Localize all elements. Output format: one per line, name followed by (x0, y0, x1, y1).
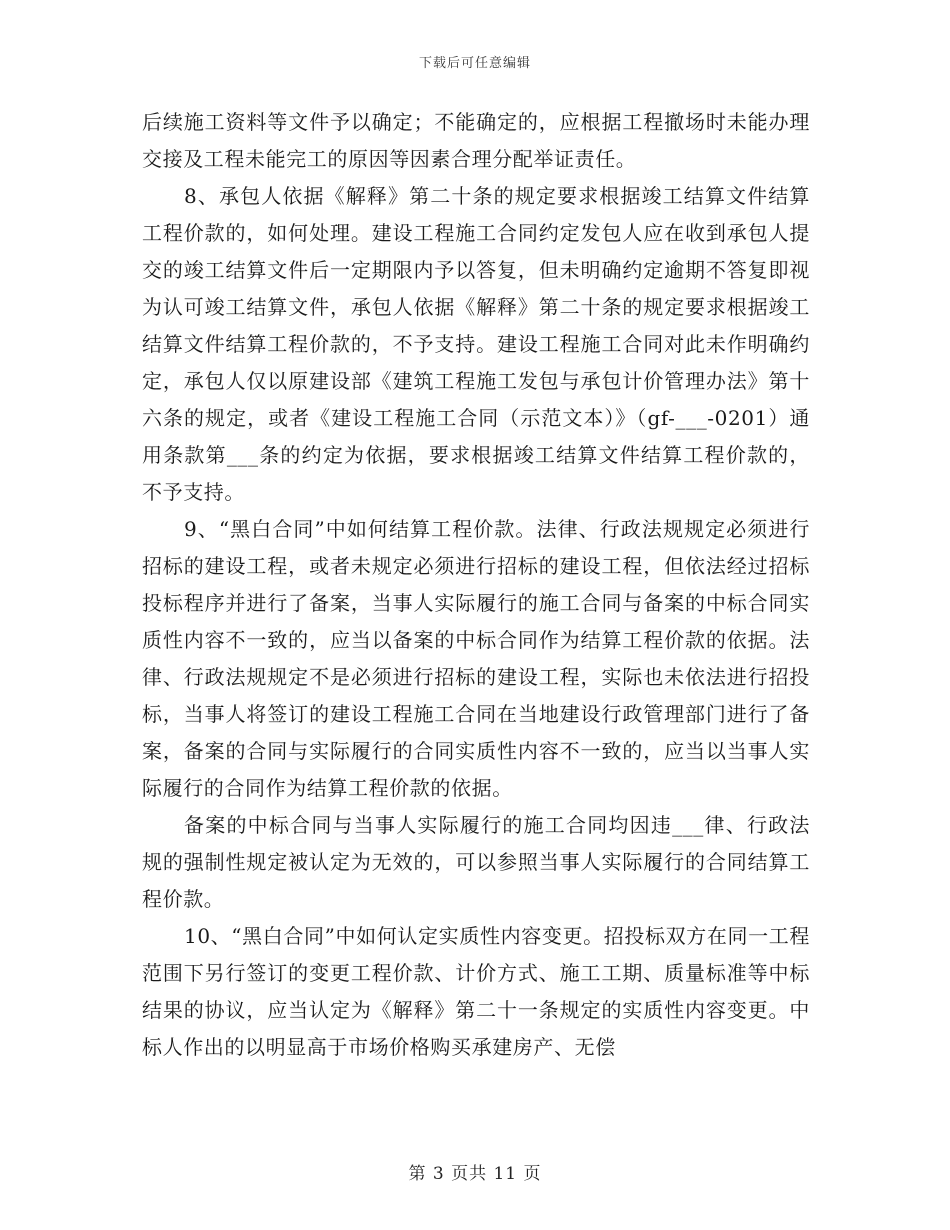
paragraph-item-9-supplement: 备案的中标合同与当事人实际履行的施工合同均因违___律、行政法规的强制性规定被认定为无效的，可以参照当事人实际履行的合同结算工程价款。 (142, 813, 810, 911)
paragraph-continuation: 后续施工资料等文件予以确定；不能确定的，应根据工程撤场时未能办理交接及工程未能完工的原因等因素合理分配举证责任。 (142, 110, 810, 171)
document-body (142, 104, 810, 1066)
page-header: 下载后可任意编辑 (418, 56, 531, 71)
paragraph-item-8: 8、承包人依据《解释》第二十条的规定要求根据竣工结算文件结算工程价款的，如何处理。建设工程施工合同约定发包人应在收到承包人提交的竣工结算文件后一定期限内予以答复，但未明确约定逾期不答复即视为认可竣工结算文件，承包人依据《解释》第二十条的规定要求根据竣工结算文件结算工程价款的，不予支持。建设工程施工合同对此未作明确约定，承包人仅以原建设部《建筑工程施工发包与承包计价管理办法》第十六条的规定，或者《建设工程施工合同（示范文本）》（gf-___-0201）通用条款第___条的约定为依据，要求根据竣工结算文件结算工程价款的，不予支持。 (142, 184, 810, 504)
paragraph-item-10: 10、“黑白合同”中如何认定实质性内容变更。招投标双方在同一工程范围下另行签订的变更工程价款、计价方式、施工工期、质量标准等中标结果的协议，应当认定为《解释》第二十一条规定的实质性内容变更。中标人作出的以明显高于市场价格购买承建房产、无偿 (142, 924, 810, 1059)
paragraph-item-9: 9、“黑白合同”中如何结算工程价款。法律、行政法规规定必须进行招标的建设工程，或者未规定必须进行招标的建设工程，但依法经过招标投标程序并进行了备案，当事人实际履行的施工合同与备案的中标合同实质性内容不一致的，应当以备案的中标合同作为结算工程价款的依据。法律、行政法规规定不是必须进行招标的建设工程，实际也未依法进行招投标，当事人将签订的建设工程施工合同在当地建设行政管理部门进行了备案，备案的合同与实际履行的合同实质性内容不一致的，应当以当事人实际履行的合同作为结算工程价款的依据。 (142, 517, 810, 800)
page-number: 第 3 页共 11 页 (408, 1164, 542, 1184)
